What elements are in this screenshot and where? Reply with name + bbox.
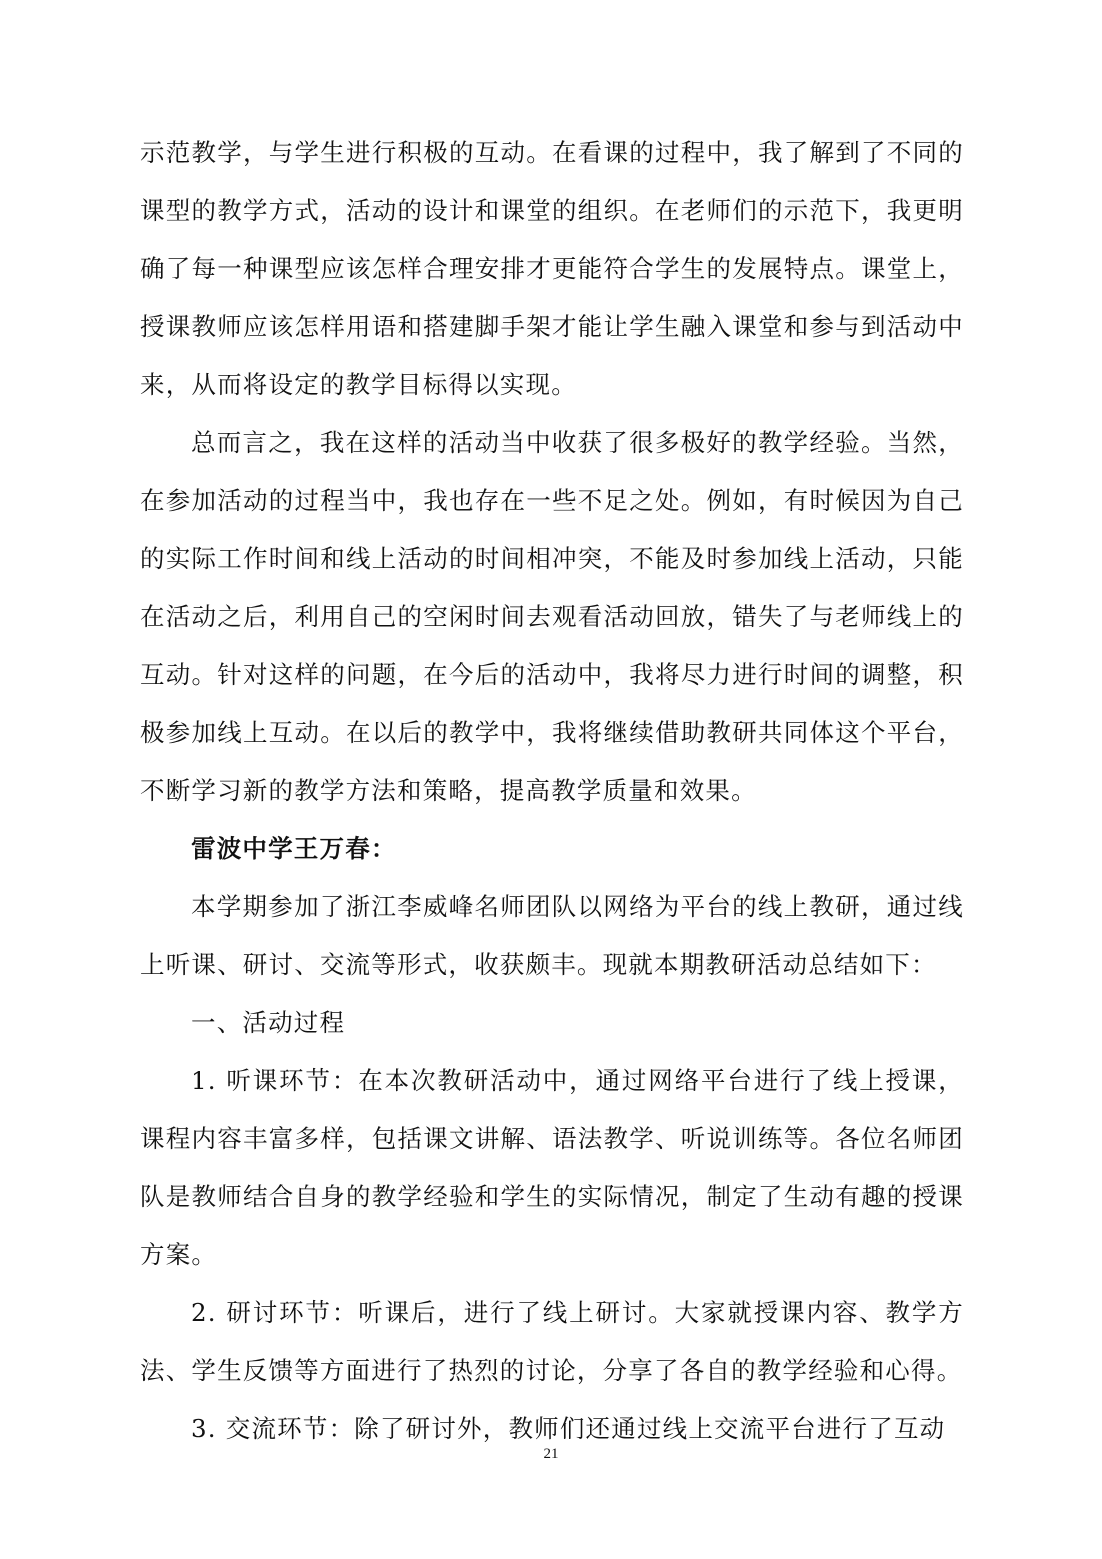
list-item-exchange: 3. 交流环节：除了研讨外，教师们还通过线上交流平台进行了互动	[191, 1414, 946, 1443]
list-item-discussion: 2. 研讨环节：听课后，进行了线上研讨。大家就授课内容、教学方法、学生反馈等方面进行了热烈的讨论，分享了各自的教学经验和心得。	[140, 1298, 964, 1385]
page-number: 21	[543, 1446, 559, 1462]
section-heading: 雷波中学王万春：	[191, 834, 397, 863]
paragraph-intro: 本学期参加了浙江李威峰名师团队以网络为平台的线上教研，通过线上听课、研讨、交流等形式，收获颇丰。现就本期教研活动总结如下：	[140, 892, 964, 979]
paragraph-continuation: 示范教学，与学生进行积极的互动。在看课的过程中，我了解到了不同的课型的教学方式，活动的设计和课堂的组织。在老师们的示范下，我更明确了每一种课型应该怎样合理安排才更能符合学生的发展特点。课堂上，授课教师应该怎样用语和搭建脚手架才能让学生融入课堂和参与到活动中来，从而将设定的教学目标得以实现。	[140, 138, 964, 399]
subheading-activity-process: 一、活动过程	[191, 1008, 346, 1037]
list-item-listening: 1. 听课环节：在本次教研活动中，通过网络平台进行了线上授课，课程内容丰富多样，包括课文讲解、语法教学、听说训练等。各位名师团队是教师结合自身的教学经验和学生的实际情况，制定了生动有趣的授课方案。	[140, 1066, 964, 1269]
document-body	[140, 124, 964, 1458]
paragraph-summary: 总而言之，我在这样的活动当中收获了很多极好的教学经验。当然，在参加活动的过程当中，我也存在一些不足之处。例如，有时候因为自己的实际工作时间和线上活动的时间相冲突，不能及时参加线上活动，只能在活动之后，利用自己的空闲时间去观看活动回放，错失了与老师线上的互动。针对这样的问题，在今后的活动中，我将尽力进行时间的调整，积极参加线上互动。在以后的教学中，我将继续借助教研共同体这个平台，不断学习新的教学方法和策略，提高教学质量和效果。	[140, 428, 964, 805]
